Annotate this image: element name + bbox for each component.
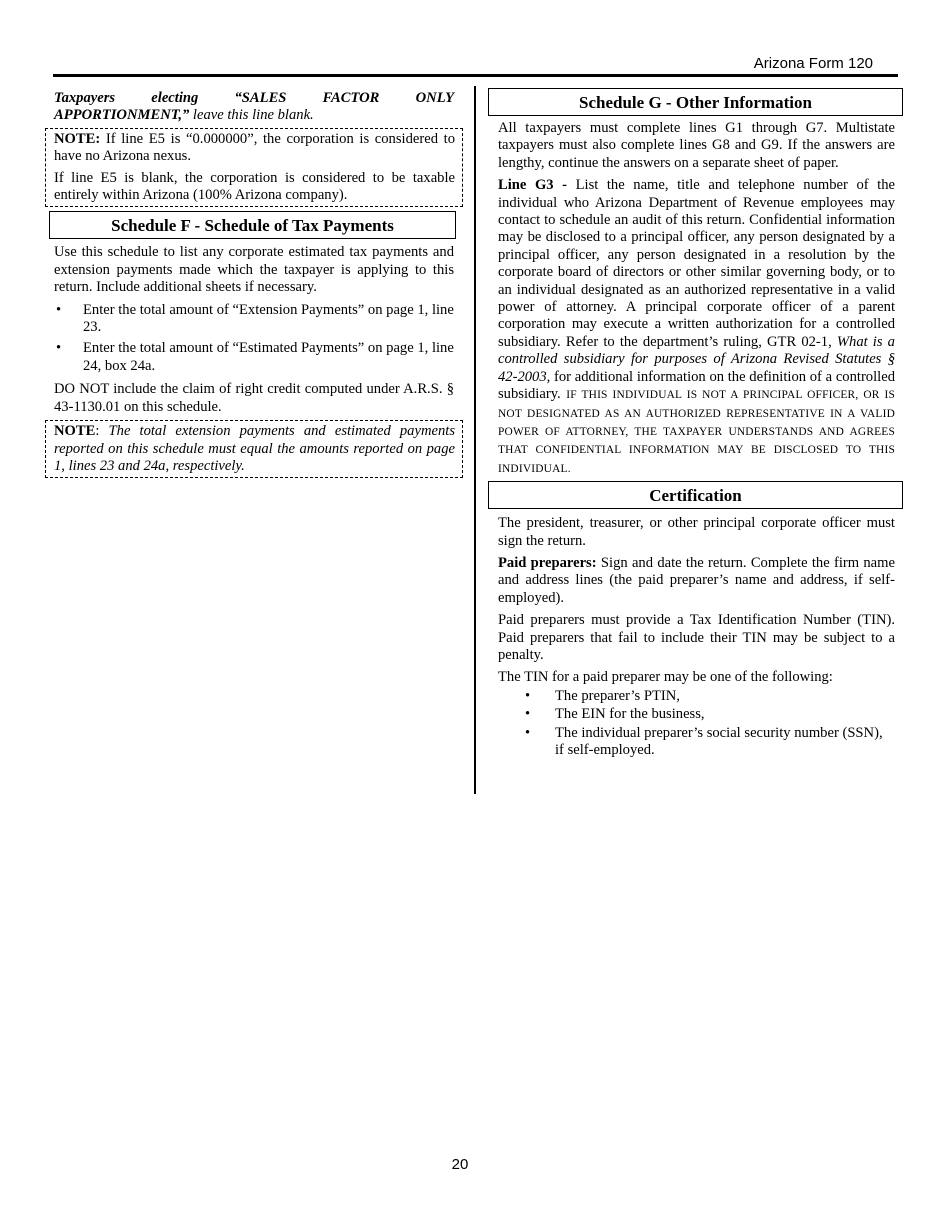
line-g3-italic: , What is a controlled subsidiary for purposes of Arizona Revised Statutes § 42-2003, xyxy=(498,333,895,385)
taxpayers-electing-paragraph xyxy=(54,90,454,125)
schedule-f-bullets xyxy=(54,302,454,376)
tin-bullets xyxy=(498,688,895,760)
taxpayers-electing-bold: Taxpayers electing “SALES FACTOR ONLY APPORTIONMENT,” xyxy=(54,90,454,124)
tin-bullet-ein: • The EIN for the business, xyxy=(498,706,895,723)
note2-label: NOTE xyxy=(54,423,96,440)
header-rule xyxy=(53,74,898,77)
do-not-include-paragraph: DO NOT include the claim of right credit computed under A.R.S. § 43-1130.01 on this schedule. xyxy=(54,381,454,415)
page-number: 20 xyxy=(451,1156,469,1173)
tin-paragraph: Paid preparers must provide a Tax Identification Number (TIN). Paid preparers that fail to include their TIN may be subject to a penalty. xyxy=(498,612,895,663)
paid-preparers-paragraph xyxy=(498,555,895,607)
schedule-f-title: Schedule F - Schedule of Tax Payments xyxy=(49,211,456,239)
schedule-f-intro: Use this schedule to list any corporate estimated tax payments and extension payments made which the taxpayer is applying to this return. Include additional sheets if necessary. xyxy=(54,244,454,296)
note-box-payments xyxy=(45,420,463,478)
note1-label: NOTE: xyxy=(54,130,101,147)
paid-preparers-text: Sign and date the return. Complete the firm name and address lines (the paid preparer’s name and address, if self-employed). xyxy=(498,554,895,606)
bullet-extension-payments: • Enter the total amount of “Extension Payments” on page 1, line 23. xyxy=(54,302,454,337)
schedule-g-title: Schedule G - Other Information xyxy=(488,88,903,116)
paid-preparers-label: Paid preparers: xyxy=(498,554,597,571)
line-g3-label: Line G3 - xyxy=(498,177,568,194)
schedule-g-body xyxy=(488,120,903,478)
taxpayers-electing-rest: leave this line blank. xyxy=(189,107,314,124)
note1-paragraph-2: If line E5 is blank, the corporation is considered to be taxable entirely within Arizona (100% Arizona company). xyxy=(54,169,455,204)
note1-paragraph xyxy=(54,131,455,166)
tin-bullet-ptin: • The preparer’s PTIN, xyxy=(498,688,895,705)
column-divider xyxy=(474,86,476,794)
line-g3-caps: IF THIS INDIVIDUAL IS NOT A PRINCIPAL OFFICER, OR IS NOT DESIGNATED AS AN AUTHORIZED REPRESENTATIVE IN A VALID POWER OF ATTORNEY, THE TAXPAYER UNDERSTANDS AND AGREES THAT CONFIDENTIAL INFORMATION MAY BE DISCLOSED TO THIS INDIVIDUAL. xyxy=(498,389,896,475)
form-title: Arizona Form 120 xyxy=(753,55,873,72)
right-column xyxy=(488,88,903,760)
note-box-nexus xyxy=(45,128,463,208)
certification-title: Certification xyxy=(488,481,903,509)
schedule-g-intro: All taxpayers must complete lines G1 through G7. Multistate taxpayers must also complete lines G8 and G9. If the answers are lengthy, continue the answers on a separate sheet of paper. xyxy=(498,120,895,171)
certification-body xyxy=(488,515,903,759)
line-g3-paragraph xyxy=(498,177,895,478)
note2-text: The total extension payments and estimated payments reported on this schedule must equal the amounts reported on page 1, lines 23 and 24a, respectively. xyxy=(54,423,455,474)
note2-paragraph: NOTE: The total extension payments and estimated payments reported on this schedule must equal the amounts reported on page 1, lines 23 and 24a, respectively. xyxy=(54,423,455,474)
certification-paragraph: The president, treasurer, or other principal corporate officer must sign the return. xyxy=(498,515,895,549)
tin-list-intro: The TIN for a paid preparer may be one of the following: xyxy=(498,669,833,686)
tin-bullet-ssn: • The individual preparer’s social security number (SSN), if self-employed. xyxy=(498,725,895,760)
left-column xyxy=(54,90,454,478)
line-g3-text2: for additional information on the definition of a controlled subsidiary. xyxy=(498,368,895,403)
bullet-estimated-payments: • Enter the total amount of “Estimated Payments” on page 1, line 24, box 24a. xyxy=(54,340,454,375)
note1-text: If line E5 is “0.000000”, the corporation is considered to have no Arizona nexus. xyxy=(54,130,455,165)
line-g3-text1: List the name, title and telephone number of the individual who Arizona Department of Revenue employees may contact to schedule an audit of this return. Confidential information may be disclosed to a principal officer, any person designated by a principal officer, any person designated in a resolution by the corporate board of directors or other similar governing body, or to an individual designated as an authorized representative in a valid power of attorney. A principal corporate officer of a parent corporation may execute a written authorization for a controlled subsidiary. Refer to the department’s ruling, GTR 02-1 xyxy=(498,177,895,350)
